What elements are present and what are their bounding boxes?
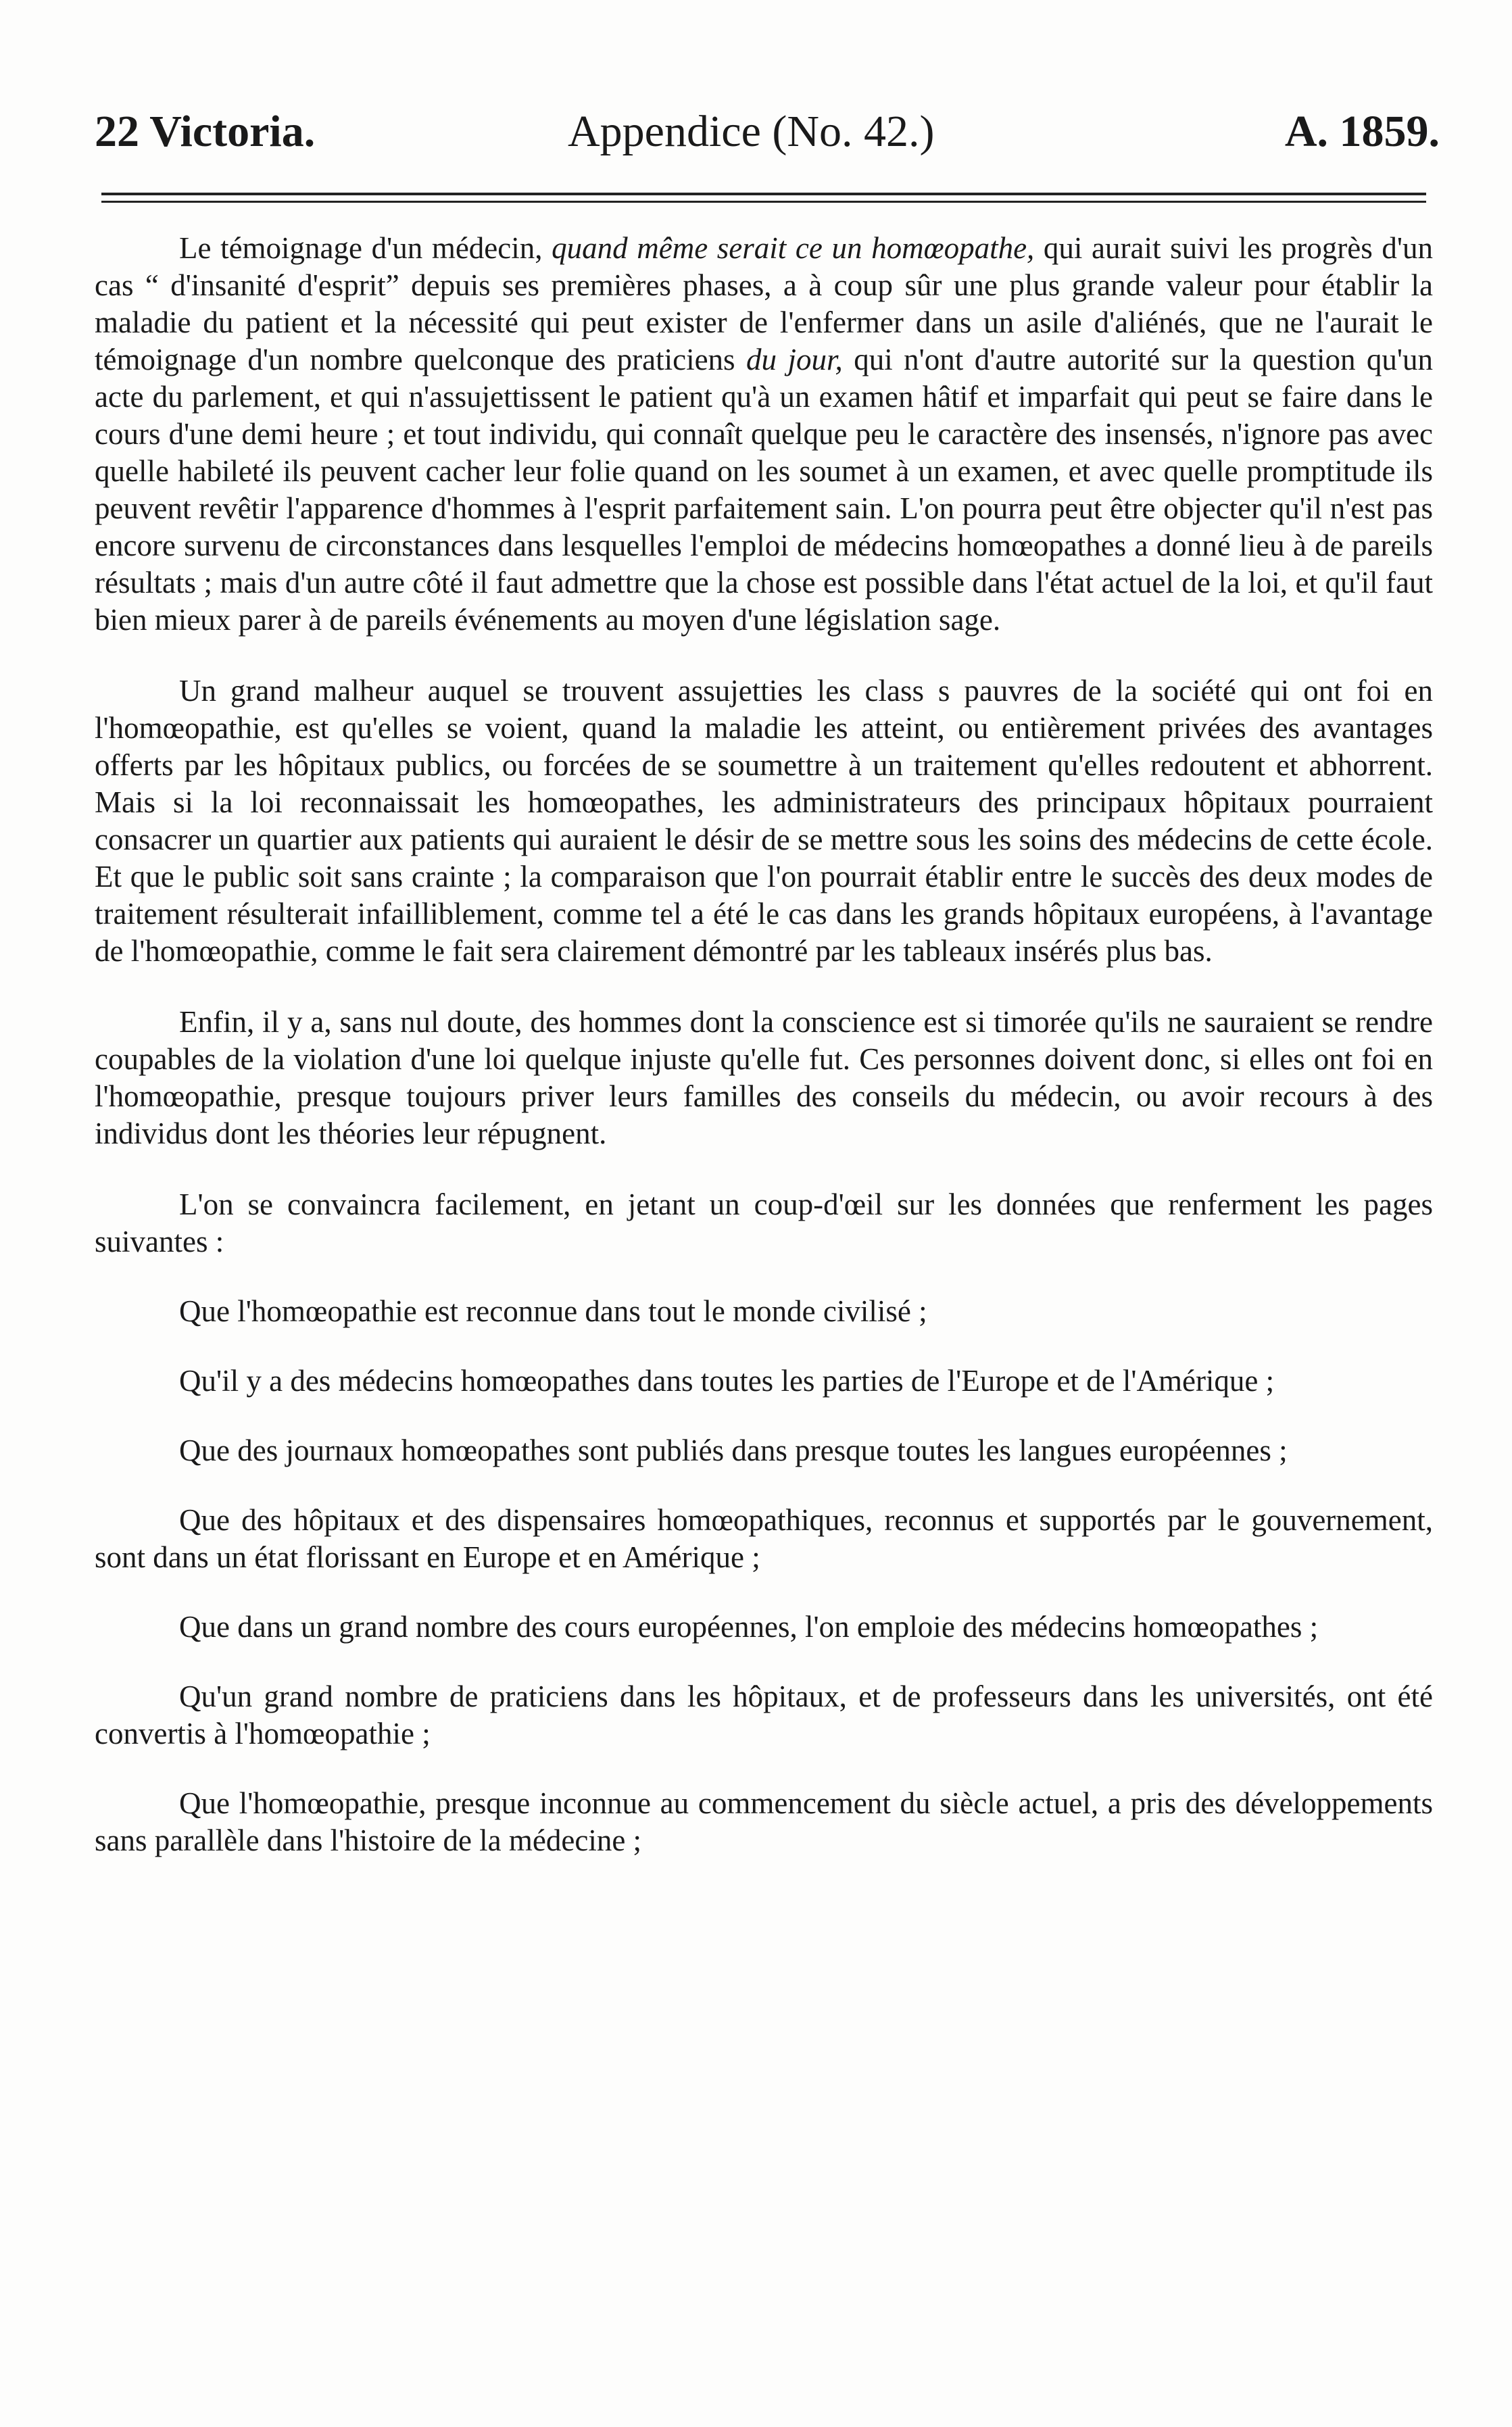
list-item-recognized: Que l'homœopathie est reconnue dans tout le monde civilisé ; [179, 1294, 927, 1328]
list-item-journals: Que des journaux homœopathes sont publiés dans presque toutes les langues européennes ; [179, 1433, 1288, 1467]
page-header [95, 101, 1440, 162]
header-session: 22 Victoria. [95, 107, 316, 156]
paragraph-1-text-b: qui aurait suivi les progrès d'un cas “ d'insanité d'esprit” depuis ses premières phases, a à coup sûr une plus grande valeur pour établir la maladie du patient et la nécessité qui peut exister de l'enfermer dans un asile d'aliénés, que ne l'aurait le témoignage d'un nombre quelconque des praticiens [95, 231, 1433, 376]
paragraph-1-emphasis-a: quand même serait ce un homœopathe, [552, 231, 1035, 265]
paragraph-1 [95, 230, 1433, 639]
paragraph-4: L'on se convaincra facilement, en jetant un coup-d'œil sur les données que renferment les pages suivantes : [95, 1187, 1433, 1258]
list-item-hospitals: Que des hôpitaux et des dispensaires homœopathiques, reconnus et supportés par le gouvernement, sont dans un état florissant en Europe et en Amérique ; [95, 1503, 1433, 1574]
list-item-converts: Qu'un grand nombre de praticiens dans les hôpitaux, et de professeurs dans les universités, ont été convertis à l'homœopathie ; [95, 1680, 1433, 1750]
paragraph-1-emphasis-b: du jour, [746, 343, 843, 376]
paragraph-3: Enfin, il y a, sans nul doute, des hommes dont la conscience est si timorée qu'ils ne sauraient se rendre coupables de la violation d'une loi quelque injuste qu'elle fut. Ces personnes doivent donc, si elles ont foi en l'homœopathie, presque toujours priver leurs familles des conseils du médecin, ou avoir recours à des individus dont les théories leur répugnent. [95, 1005, 1433, 1150]
header-year: A. 1859. [1284, 107, 1440, 156]
list-item-development: Que l'homœopathie, presque inconnue au commencement du siècle actuel, a pris des développements sans parallèle dans l'histoire de la médecine ; [95, 1786, 1433, 1857]
header-rule-bottom [101, 201, 1426, 203]
paragraph-2: Un grand malheur auquel se trouvent assujetties les class s pauvres de la société qui ont foi en l'homœopathie, est qu'elles se voient, quand la maladie les atteint, ou entièrement privées des avantages offerts par les hôpitaux publics, ou forcées de se soumettre à un traitement qu'elles redoutent et abhorrent. Mais si la loi reconnaissait les homœopathes, les administrateurs des principaux hôpitaux pourraient consacrer un quartier aux patients qui auraient le désir de se mettre sous les soins des médecins de cette école. Et que le public soit sans crainte ; la comparaison que l'on pourrait établir entre le succès des deux modes de traitement résulterait infailliblement, comme tel a été le cas dans les grands hôpitaux européens, à l'avantage de l'homœopathie, comme le fait sera clairement démontré par les tableaux insérés plus bas. [95, 674, 1433, 968]
header-appendix: Appendice (No. 42.) [568, 107, 935, 156]
document-body [95, 230, 1433, 1892]
header-rule-top [101, 193, 1426, 195]
paragraph-1-text-a: Le témoignage d'un médecin, [179, 231, 552, 265]
list-item-courts: Que dans un grand nombre des cours européennes, l'on emploie des médecins homœopathes ; [179, 1610, 1319, 1644]
list-item-physicians: Qu'il y a des médecins homœopathes dans toutes les parties de l'Europe et de l'Amérique ; [179, 1364, 1275, 1398]
paragraph-1-text-c: qui n'ont d'autre autorité sur la question qu'un acte du parlement, et qui n'assujettissent le patient qu'à un examen hâtif et imparfait qui peut se faire dans le cours d'une demi heure ; et tout individu, qui connaît quelque peu le caractère des insensés, n'ignore pas avec quelle habileté ils peuvent cacher leur folie quand on les soumet à un examen, et avec quelle promptitude ils peuvent revêtir l'apparence d'hommes à l'esprit parfaitement sain. L'on pourra peut être objecter qu'il n'est pas encore survenu de circonstances dans lesquelles l'emploi de médecins homœopathes a donné lieu à de pareils résultats ; mais d'un autre côté il faut admettre que la chose est possible dans l'état actuel de la loi, et qu'il faut bien mieux parer à de pareils événements au moyen d'une législation sage. [95, 343, 1433, 637]
